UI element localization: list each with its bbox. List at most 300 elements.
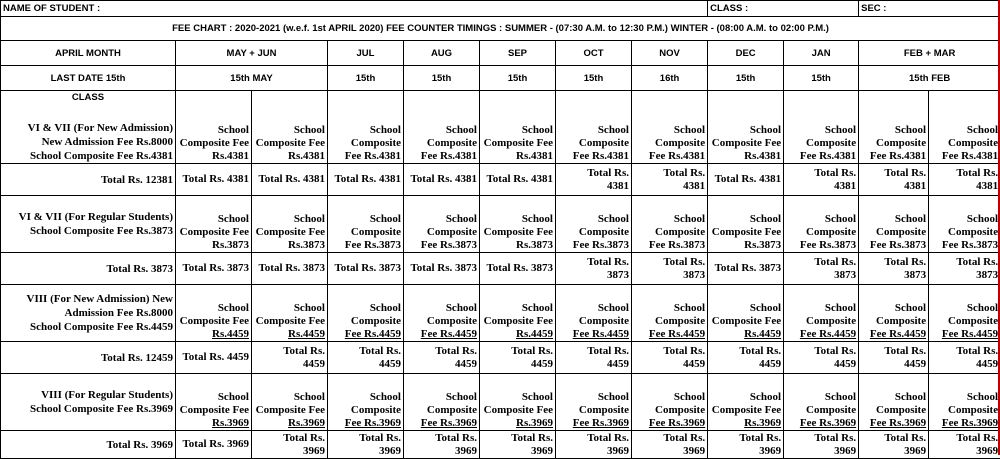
class-line: Admission Fee Rs.8000 xyxy=(3,306,173,320)
fee-cell xyxy=(784,285,859,342)
fee-cell xyxy=(404,374,480,431)
fee-text: School xyxy=(786,213,856,226)
fee-text: Composite xyxy=(330,137,401,150)
total-text: 4459 xyxy=(786,358,856,371)
total-text: Total Rs. xyxy=(558,432,629,445)
total-text: Total Rs. xyxy=(710,345,781,358)
fee-cell xyxy=(252,91,328,164)
month-aug-header: AUG xyxy=(404,41,480,66)
fee-text: Fee Rs.3873 xyxy=(786,239,856,252)
fee-text: Composite xyxy=(558,137,629,150)
total-text: Total Rs. 3969 xyxy=(178,438,249,451)
total-text: 3969 xyxy=(558,445,629,458)
fee-row xyxy=(1,374,1000,431)
class-line: School Composite Fee Rs.3873 xyxy=(3,224,173,238)
fee-text: Composite Fee xyxy=(254,137,325,150)
total-text: Total Rs. xyxy=(254,432,325,445)
total-cell xyxy=(252,253,328,285)
fee-text: Composite xyxy=(786,404,856,417)
fee-text: School xyxy=(254,124,325,137)
fee-text: Fee Rs.3969 xyxy=(558,417,629,430)
fee-text: School xyxy=(482,302,553,315)
total-text: Total Rs. xyxy=(931,167,998,180)
total-cell xyxy=(632,164,708,196)
total-cell xyxy=(404,431,480,459)
fee-cell xyxy=(252,285,328,342)
total-cell xyxy=(176,164,252,196)
total-text: Total Rs. xyxy=(786,432,856,445)
total-text: Total Rs. 4381 xyxy=(710,173,781,186)
fee-text: School xyxy=(406,302,477,315)
fee-text: Fee Rs.4459 xyxy=(330,328,401,341)
fee-text: School xyxy=(178,302,249,315)
total-text: Total Rs. xyxy=(634,432,705,445)
fee-text: Composite Fee xyxy=(482,137,553,150)
total-text: 4459 xyxy=(931,358,998,371)
fee-cell xyxy=(176,285,252,342)
total-text: 3873 xyxy=(634,269,705,282)
fee-cell xyxy=(176,196,252,253)
total-text: Total Rs. 4381 xyxy=(482,173,553,186)
fee-text: Fee Rs.4381 xyxy=(558,150,629,163)
fee-cell xyxy=(708,91,784,164)
total-text: Total Rs. 3873 xyxy=(710,262,781,275)
total-cell xyxy=(480,164,556,196)
total-cell xyxy=(480,342,556,374)
fee-text: Fee Rs.3969 xyxy=(786,417,856,430)
total-cell xyxy=(784,342,859,374)
fee-text: Fee Rs.3969 xyxy=(931,417,998,430)
total-text: 4459 xyxy=(254,358,325,371)
total-row xyxy=(1,431,1000,459)
fee-text: Rs.4381 xyxy=(482,150,553,163)
total-text: 3873 xyxy=(786,269,856,282)
fee-cell xyxy=(708,374,784,431)
total-text: Total Rs. xyxy=(786,167,856,180)
fee-text: School xyxy=(931,302,998,315)
fee-text: School xyxy=(254,302,325,315)
total-text: Total Rs. 3873 xyxy=(254,262,325,275)
fee-text: School xyxy=(786,302,856,315)
fee-text: Rs.3873 xyxy=(254,239,325,252)
fee-cell xyxy=(556,91,632,164)
fee-text: Fee Rs.4381 xyxy=(634,150,705,163)
total-text: Total Rs. 4381 xyxy=(330,173,401,186)
total-cell xyxy=(632,431,708,459)
fee-text: Rs.4459 xyxy=(254,328,325,341)
fee-cell xyxy=(252,374,328,431)
fee-text: School xyxy=(710,391,781,404)
fee-text: School xyxy=(931,124,998,137)
fee-text: Composite Fee xyxy=(710,404,781,417)
fee-cell xyxy=(556,374,632,431)
total-text: 3969 xyxy=(710,445,781,458)
class-line: VI & VII (For Regular Students) xyxy=(3,210,173,224)
class-line: School Composite Fee Rs.4459 xyxy=(3,320,173,334)
fee-text: School xyxy=(710,302,781,315)
total-text: 4381 xyxy=(634,180,705,193)
month-oct-header: OCT xyxy=(556,41,632,66)
class-total: Total Rs. 12381 xyxy=(1,164,176,196)
fee-text: Composite xyxy=(330,226,401,239)
total-cell xyxy=(784,253,859,285)
fee-cell xyxy=(859,196,929,253)
fee-cell xyxy=(480,285,556,342)
total-cell xyxy=(859,342,929,374)
total-text: Total Rs. xyxy=(558,345,629,358)
fee-cell xyxy=(929,374,1000,431)
fee-cell xyxy=(404,285,480,342)
fee-text: Composite xyxy=(861,226,926,239)
fee-text: Composite xyxy=(931,315,998,328)
total-cell xyxy=(784,164,859,196)
fee-text: Composite xyxy=(786,315,856,328)
total-text: 3969 xyxy=(406,445,477,458)
total-text: Total Rs. 4381 xyxy=(254,173,325,186)
fee-cell xyxy=(480,91,556,164)
total-text: 4459 xyxy=(710,358,781,371)
fee-text: Rs.3969 xyxy=(178,417,249,430)
fee-text: School xyxy=(178,213,249,226)
total-cell xyxy=(784,431,859,459)
fee-text: Rs.4381 xyxy=(254,150,325,163)
fee-cell xyxy=(708,285,784,342)
fee-text: Composite xyxy=(786,137,856,150)
fee-cell xyxy=(480,374,556,431)
fee-text: School xyxy=(330,302,401,315)
fee-text: Composite xyxy=(558,315,629,328)
fee-cell xyxy=(404,196,480,253)
total-text: 3969 xyxy=(482,445,553,458)
total-text: Total Rs. xyxy=(330,345,401,358)
fee-text: School xyxy=(482,124,553,137)
fee-cell xyxy=(328,91,404,164)
class-line: School Composite Fee Rs.3969 xyxy=(3,402,173,416)
fee-text: School xyxy=(254,213,325,226)
total-text: 4381 xyxy=(558,180,629,193)
fee-text: Composite xyxy=(931,404,998,417)
class-description xyxy=(1,196,176,253)
total-text: 4459 xyxy=(634,358,705,371)
total-cell xyxy=(859,431,929,459)
fee-text: Rs.4381 xyxy=(710,150,781,163)
fee-text: Composite xyxy=(406,404,477,417)
fee-text: School xyxy=(558,213,629,226)
fee-chart-banner: FEE CHART : 2020-2021 (w.e.f. 1st APRIL 2020) FEE COUNTER TIMINGS : SUMMER - (07:30 A.M. to 12:30 P.M.) WINTER - (08:00 A.M. to 02:00 P.M.) xyxy=(1,17,1000,41)
total-cell xyxy=(252,164,328,196)
total-text: Total Rs. 4381 xyxy=(178,173,249,186)
fee-row xyxy=(1,196,1000,253)
fee-cell xyxy=(929,91,1000,164)
total-cell xyxy=(632,253,708,285)
total-text: Total Rs. xyxy=(931,256,998,269)
fee-cell xyxy=(929,196,1000,253)
fee-text: School xyxy=(634,213,705,226)
fee-text: Rs.3969 xyxy=(482,417,553,430)
fee-text: School xyxy=(482,213,553,226)
fee-cell xyxy=(632,196,708,253)
total-cell xyxy=(632,342,708,374)
total-cell xyxy=(176,342,252,374)
fee-text: Composite xyxy=(786,226,856,239)
total-text: Total Rs. xyxy=(634,345,705,358)
total-cell xyxy=(556,342,632,374)
total-text: Total Rs. 4381 xyxy=(406,173,477,186)
total-text: Total Rs. xyxy=(786,345,856,358)
fee-text: Fee Rs.3873 xyxy=(558,239,629,252)
total-text: Total Rs. xyxy=(558,167,629,180)
month-jul-header: JUL xyxy=(328,41,404,66)
total-text: Total Rs. xyxy=(482,345,553,358)
fee-text: School xyxy=(861,391,926,404)
total-cell xyxy=(404,164,480,196)
total-text: Total Rs. 4459 xyxy=(178,351,249,364)
class-line: VIII (For New Admission) New xyxy=(3,292,173,306)
fee-text: Composite xyxy=(330,315,401,328)
fee-text: Composite Fee xyxy=(482,404,553,417)
total-text: 4381 xyxy=(861,180,926,193)
total-row xyxy=(1,253,1000,285)
total-text: Total Rs. xyxy=(482,432,553,445)
last-date-dec: 15th xyxy=(708,66,784,91)
fee-text: Rs.4459 xyxy=(482,328,553,341)
fee-text: Composite Fee xyxy=(710,137,781,150)
last-date-nov: 16th xyxy=(632,66,708,91)
class-column-header: CLASS xyxy=(3,91,173,105)
fee-row xyxy=(1,285,1000,342)
fee-text: Fee Rs.4459 xyxy=(634,328,705,341)
fee-text: Rs.3873 xyxy=(178,239,249,252)
total-text: Total Rs. xyxy=(861,345,926,358)
total-text: Total Rs. xyxy=(931,345,998,358)
fee-text: Composite xyxy=(406,315,477,328)
total-text: 3969 xyxy=(254,445,325,458)
total-text: 3873 xyxy=(931,269,998,282)
fee-text: Composite xyxy=(861,404,926,417)
total-text: Total Rs. 3873 xyxy=(482,262,553,275)
total-text: 3969 xyxy=(931,445,998,458)
fee-text: Composite xyxy=(634,315,705,328)
total-cell xyxy=(252,431,328,459)
total-text: 3873 xyxy=(861,269,926,282)
class-total: Total Rs. 12459 xyxy=(1,342,176,374)
fee-cell xyxy=(328,374,404,431)
total-text: 4459 xyxy=(406,358,477,371)
total-text: Total Rs. 3873 xyxy=(406,262,477,275)
fee-text: School xyxy=(178,391,249,404)
fee-cell xyxy=(328,196,404,253)
class-description xyxy=(1,374,176,431)
fee-text: School xyxy=(558,391,629,404)
fee-cell xyxy=(859,285,929,342)
total-cell xyxy=(328,253,404,285)
class-field: CLASS : xyxy=(708,1,859,17)
fee-text: School xyxy=(406,391,477,404)
total-text: 4381 xyxy=(786,180,856,193)
fee-text: Composite Fee xyxy=(710,226,781,239)
total-cell xyxy=(404,253,480,285)
month-may-jun-header: MAY + JUN xyxy=(176,41,328,66)
total-cell xyxy=(708,164,784,196)
total-cell xyxy=(556,164,632,196)
total-text: Total Rs. xyxy=(786,256,856,269)
fee-text: Fee Rs.4459 xyxy=(406,328,477,341)
total-text: Total Rs. xyxy=(634,167,705,180)
fee-text: Fee Rs.3873 xyxy=(931,239,998,252)
fee-text: School xyxy=(330,124,401,137)
total-cell xyxy=(328,431,404,459)
fee-text: School xyxy=(634,124,705,137)
fee-text: School xyxy=(861,213,926,226)
total-text: Total Rs. 3873 xyxy=(330,262,401,275)
fee-cell xyxy=(176,91,252,164)
fee-text: Composite Fee xyxy=(254,226,325,239)
fee-text: Composite xyxy=(931,226,998,239)
fee-text: Composite xyxy=(634,404,705,417)
fee-text: Composite xyxy=(558,226,629,239)
fee-cell xyxy=(708,196,784,253)
last-date-jan: 15th xyxy=(784,66,859,91)
fee-text: School xyxy=(406,124,477,137)
fee-text: School xyxy=(710,124,781,137)
fee-text: Fee Rs.4381 xyxy=(406,150,477,163)
fee-text: Fee Rs.4381 xyxy=(786,150,856,163)
fee-row xyxy=(1,91,1000,164)
fee-text: Fee Rs.3969 xyxy=(330,417,401,430)
fee-text: Fee Rs.3873 xyxy=(330,239,401,252)
fee-text: Composite xyxy=(406,137,477,150)
class-total: Total Rs. 3969 xyxy=(1,431,176,459)
fee-text: Composite Fee xyxy=(178,137,249,150)
fee-cell xyxy=(859,91,929,164)
fee-text: Composite xyxy=(931,137,998,150)
total-cell xyxy=(859,164,929,196)
fee-text: Rs.4459 xyxy=(710,328,781,341)
class-line: School Composite Fee Rs.4381 xyxy=(3,149,173,163)
fee-text: Fee Rs.3969 xyxy=(861,417,926,430)
total-text: 4459 xyxy=(330,358,401,371)
fee-text: Composite xyxy=(634,137,705,150)
fee-text: Composite Fee xyxy=(254,315,325,328)
total-row xyxy=(1,164,1000,196)
class-line: VIII (For Regular Students) xyxy=(3,388,173,402)
total-text: Total Rs. xyxy=(861,432,926,445)
total-text: 4459 xyxy=(558,358,629,371)
fee-text: School xyxy=(254,391,325,404)
fee-text: Composite Fee xyxy=(482,226,553,239)
total-cell xyxy=(708,431,784,459)
total-text: Total Rs. xyxy=(634,256,705,269)
fee-text: School xyxy=(330,213,401,226)
month-feb-mar-header: FEB + MAR xyxy=(859,41,1000,66)
total-cell xyxy=(929,164,1000,196)
last-date-jul: 15th xyxy=(328,66,404,91)
fee-text: Composite xyxy=(634,226,705,239)
fee-text: School xyxy=(861,124,926,137)
fee-text: Composite xyxy=(558,404,629,417)
class-line: VI & VII (For New Admission) xyxy=(3,121,173,135)
total-cell xyxy=(176,253,252,285)
fee-text: Rs.4381 xyxy=(178,150,249,163)
fee-text: School xyxy=(482,391,553,404)
total-text: 3969 xyxy=(861,445,926,458)
fee-text: Fee Rs.3873 xyxy=(861,239,926,252)
total-text: 4381 xyxy=(931,180,998,193)
fee-text: Rs.3969 xyxy=(254,417,325,430)
total-cell xyxy=(480,431,556,459)
last-date-sep: 15th xyxy=(480,66,556,91)
fee-text: Composite Fee xyxy=(178,404,249,417)
fee-text: School xyxy=(786,124,856,137)
fee-text: Rs.4459 xyxy=(178,328,249,341)
fee-text: Fee Rs.4381 xyxy=(931,150,998,163)
fee-text: School xyxy=(634,391,705,404)
fee-cell xyxy=(176,374,252,431)
fee-text: School xyxy=(558,302,629,315)
total-row xyxy=(1,342,1000,374)
fee-text: School xyxy=(330,391,401,404)
last-date-oct: 15th xyxy=(556,66,632,91)
last-date-aug: 15th xyxy=(404,66,480,91)
total-text: Total Rs. xyxy=(710,432,781,445)
fee-text: School xyxy=(406,213,477,226)
fee-text: Composite Fee xyxy=(710,315,781,328)
fee-cell xyxy=(480,196,556,253)
total-cell xyxy=(328,164,404,196)
month-sep-header: SEP xyxy=(480,41,556,66)
fee-text: Rs.3873 xyxy=(710,239,781,252)
fee-text: Fee Rs.3873 xyxy=(406,239,477,252)
total-cell xyxy=(252,342,328,374)
fee-text: Fee Rs.4459 xyxy=(558,328,629,341)
month-jan-header: JAN xyxy=(784,41,859,66)
fee-cell xyxy=(784,196,859,253)
fee-text: Rs.3873 xyxy=(482,239,553,252)
fee-text: School xyxy=(710,213,781,226)
fee-cell xyxy=(632,285,708,342)
fee-text: School xyxy=(634,302,705,315)
total-text: 4459 xyxy=(861,358,926,371)
fee-text: Composite Fee xyxy=(254,404,325,417)
fee-cell xyxy=(784,374,859,431)
fee-text: Composite xyxy=(861,137,926,150)
month-nov-header: NOV xyxy=(632,41,708,66)
total-cell xyxy=(929,342,1000,374)
total-cell xyxy=(176,431,252,459)
fee-text: Composite Fee xyxy=(482,315,553,328)
total-text: Total Rs. xyxy=(406,345,477,358)
fee-text: School xyxy=(558,124,629,137)
fee-text: Composite Fee xyxy=(178,226,249,239)
total-text: 3969 xyxy=(786,445,856,458)
fee-text: Composite xyxy=(861,315,926,328)
total-text: 3969 xyxy=(330,445,401,458)
fee-text: School xyxy=(861,302,926,315)
fee-cell xyxy=(556,285,632,342)
total-text: Total Rs. xyxy=(254,345,325,358)
fee-cell xyxy=(929,285,1000,342)
last-date-label: LAST DATE 15th xyxy=(1,66,176,91)
fee-text: Fee Rs.4381 xyxy=(330,150,401,163)
total-text: Total Rs. xyxy=(861,256,926,269)
total-text: Total Rs. xyxy=(931,432,998,445)
total-cell xyxy=(328,342,404,374)
total-text: 4459 xyxy=(482,358,553,371)
fee-text: School xyxy=(931,391,998,404)
total-cell xyxy=(929,431,1000,459)
total-text: Total Rs. xyxy=(861,167,926,180)
class-description xyxy=(1,285,176,342)
